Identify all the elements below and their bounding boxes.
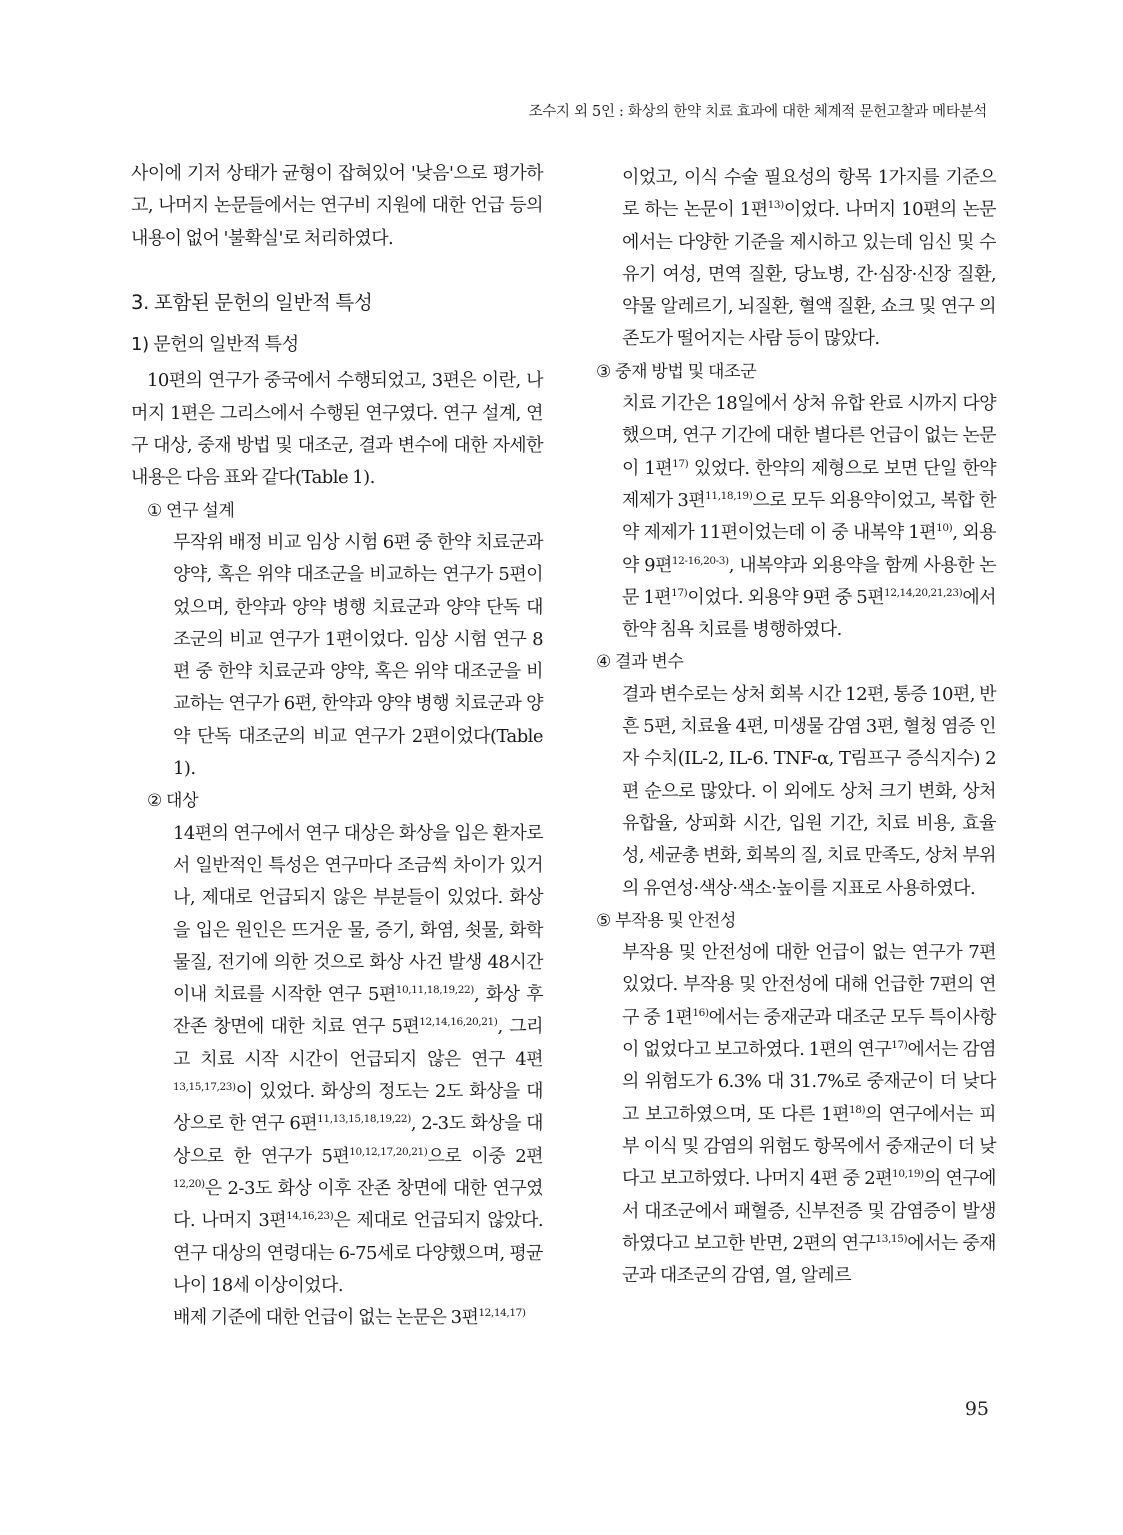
citation-superscript: 16) [692, 1006, 709, 1019]
citation-superscript: 10) [936, 522, 953, 535]
citation-superscript: 10,12,17,20,21) [349, 1145, 428, 1158]
text-run: 의 연구에서는 피부 이식 및 감염의 위험도 항목에서 중재군이 더 낮다고 보고하였다. 나머지 4편 중 2편 [622, 1103, 996, 1190]
text-run: , 화상 후 잔존 창면에 대한 치료 연구 5편 [173, 984, 543, 1038]
item-outcomes-body: 결과 변수로는 상처 회복 시간 12편, 통증 10편, 반흔 5편, 치료율 4편, 미생물 감염 3편, 혈청 염증 인자 수치(IL-2, IL-6. TNF-α, T림프구 증식지수) 2편 순으로 많았다. 이 외에도 상처 크기 변화, 상처 유합율, 상피화 시간, 입원 기간, 치료 비용, 효율성, 세균총 변화, 회복의 질, 치료 만족도, 상처 부위의 유연성·색상·색소·높이를 지표로 사용하였다. [622, 683, 996, 899]
section-title: 3. 포함된 문헌의 일반적 특성 [131, 290, 373, 314]
text-run: 배제 기준에 대한 언급이 없는 논문은 3편 [173, 1307, 479, 1329]
citation-superscript: 17) [671, 586, 688, 599]
item-safety-body [596, 937, 996, 1292]
text-run: 에서는 감염의 위험도가 6.3% 대 31.7%로 중재군이 더 낮다고 보고하였으며, 또 다른 1편 [622, 1039, 996, 1125]
citation-superscript: 10,19) [892, 1168, 924, 1181]
text-run: , 내복약과 외용약을 함께 사용한 논문 1편 [622, 554, 997, 608]
item-intervention-label: ③ 중재 방법 및 대조군 [596, 361, 757, 382]
item-study-design-body: 무작위 배정 비교 임상 시험 6편 중 한약 치료군과 양약, 혹은 위약 대조군을 비교하는 연구가 5편이었으며, 한약과 양약 병행 치료군과 양약 단독 대조군의 비교 연구가 1편이었다. 임상 시험 연구 8편 중 한약 치료군과 양약, 혹은 위약 대조군을 비교하는 연구가 6편, 한약과 양약 병행 치료군과 양약 단독 대조군의 비교 연구가 2편이었다(Table 1). [173, 531, 543, 780]
citation-superscript: 12,14,20,21,23) [884, 586, 963, 599]
text-run: 으로 모두 외용약이었고, 복합 한약 제제가 11편이었는데 이 중 내복약 1편 [622, 489, 996, 544]
item-intervention-body [596, 388, 996, 646]
text-run: 14편의 연구에서 연구 대상은 화상을 입은 환자로서 일반적인 특성은 연구마다 조금씩 차이가 있거나, 제대로 언급되지 않은 부분들이 있었다. 화상을 입은 원인은 뜨거운 물, 증기, 화염, 쇳물, 화학 물질, 전기에 의한 것으로 화상 사건 발생 48시간 이내 치료를 시작한 연구 5편 [173, 822, 543, 1006]
text-run: 에서는 중재군과 대조군의 감염, 열, 알레르 [622, 1232, 996, 1287]
text-run: 이었고, 이식 수술 필요성의 항목 1가지를 기준으로 하는 논문이 1편 [622, 167, 996, 221]
right-column [596, 162, 996, 1292]
citation-superscript: 12,20) [173, 1177, 205, 1190]
text-run: 이었다. 외용약 9편 중 5편 [687, 586, 885, 608]
running-header: 조수지 외 5인 : 화상의 한약 치료 효과에 대한 체계적 문헌고찰과 메타분석 [528, 104, 987, 120]
citation-superscript: 13,15) [875, 1232, 908, 1245]
text-run: , 2-3도 화상을 대상으로 한 연구가 5편 [173, 1113, 543, 1167]
citation-superscript: 11,13,15,18,19,22) [317, 1113, 411, 1126]
text-run: 에서 한약 침욕 치료를 병행하였다. [622, 586, 996, 641]
exclusion-continuation [596, 162, 996, 356]
citation-superscript: 17) [672, 457, 689, 470]
text-run: 에서는 중재군과 대조군 모두 특이사항이 없었다고 보고하였다. 1편의 연구 [622, 1006, 996, 1061]
text-run: 이었다. 나머지 10편의 논문에서는 다양한 기준을 제시하고 있는데 임신 및 수유기 여성, 면역 질환, 당뇨병, 간·심장·신장 질환, 약물 알레르기, 뇌질환, 혈액 질환, 쇼크 및 연구 의존도가 떨어지는 사람 등이 많았다. [622, 199, 996, 350]
text-run: 으로 이중 2편 [427, 1145, 544, 1167]
subsection-title: 1) 문헌의 일반적 특성 [131, 334, 299, 356]
intro-paragraph: 사이에 기저 상태가 균형이 잡혀있어 '낮음'으로 평가하고, 나머지 논문들에서는 연구비 지원에 대한 언급 등의 내용이 없어 '불확실'로 처리하였다. [131, 163, 543, 249]
text-run: 이 있었다. 화상의 정도는 2도 화상을 대상으로 한 연구 6편 [173, 1081, 543, 1135]
text-run: 치료 기간은 18일에서 상처 유합 완료 시까지 다양했으며, 연구 기간에 대한 별다른 언급이 없는 논문이 1편 [622, 393, 996, 479]
item-subjects-label: ② 대상 [147, 791, 199, 812]
citation-superscript: 13,15,17,23) [173, 1081, 236, 1094]
item-outcomes-label: ④ 결과 변수 [596, 652, 684, 673]
citation-superscript: 13) [767, 199, 784, 212]
citation-superscript: 12,14,17) [478, 1307, 526, 1320]
overview-paragraph: 10편의 연구가 중국에서 수행되었고, 3편은 이란, 나머지 1편은 그리스에서 수행된 연구였다. 연구 설계, 연구 대상, 중재 방법 및 대조군, 결과 변수에 대한 자세한 내용은 다음 표와 같다(Table 1). [131, 370, 543, 489]
text-run: , 그리고 치료 시작 시간이 언급되지 않은 연구 4편 [173, 1016, 543, 1070]
item-safety-label: ⑤ 부작용 및 안전성 [596, 910, 737, 931]
left-column [131, 158, 543, 1334]
text-run: , 외용약 9편 [622, 522, 996, 576]
citation-superscript: 14,16,23) [286, 1210, 334, 1223]
item-study-design-label: ① 연구 설계 [147, 500, 235, 521]
citation-superscript: 17) [891, 1039, 908, 1052]
citation-superscript: 18) [849, 1103, 866, 1116]
text-run: 부작용 및 안전성에 대한 언급이 없는 연구가 7편 있었다. 부작용 및 안전성에 대해 언급한 7편의 연구 중 1편 [622, 942, 996, 1028]
text-run: 의 연구에서 대조군에서 패혈증, 신부전증 및 감염증이 발생하였다고 보고한 반면, 2편의 연구 [622, 1168, 996, 1254]
citation-superscript: 12,14,16,20,21) [419, 1016, 498, 1029]
citation-superscript: 10,11,18,19,22) [395, 984, 474, 997]
text-run: 있었다. 한약의 제형으로 보면 단일 한약 제제가 3편 [622, 457, 997, 511]
citation-superscript: 12-16,20-3) [671, 554, 729, 567]
item-subjects-body [131, 818, 543, 1302]
page-number: 95 [964, 1398, 989, 1420]
text-run: 은 2-3도 화상 이후 잔존 창면에 대한 연구였다. 나머지 3편 [173, 1177, 543, 1232]
text-run: 은 제대로 언급되지 않았다. 연구 대상의 연령대는 6-75세로 다양했으며, 평균 나이 18세 이상이었다. [173, 1210, 544, 1296]
citation-superscript: 11,18,19) [705, 489, 753, 502]
item-subjects-exclusion [131, 1302, 543, 1334]
